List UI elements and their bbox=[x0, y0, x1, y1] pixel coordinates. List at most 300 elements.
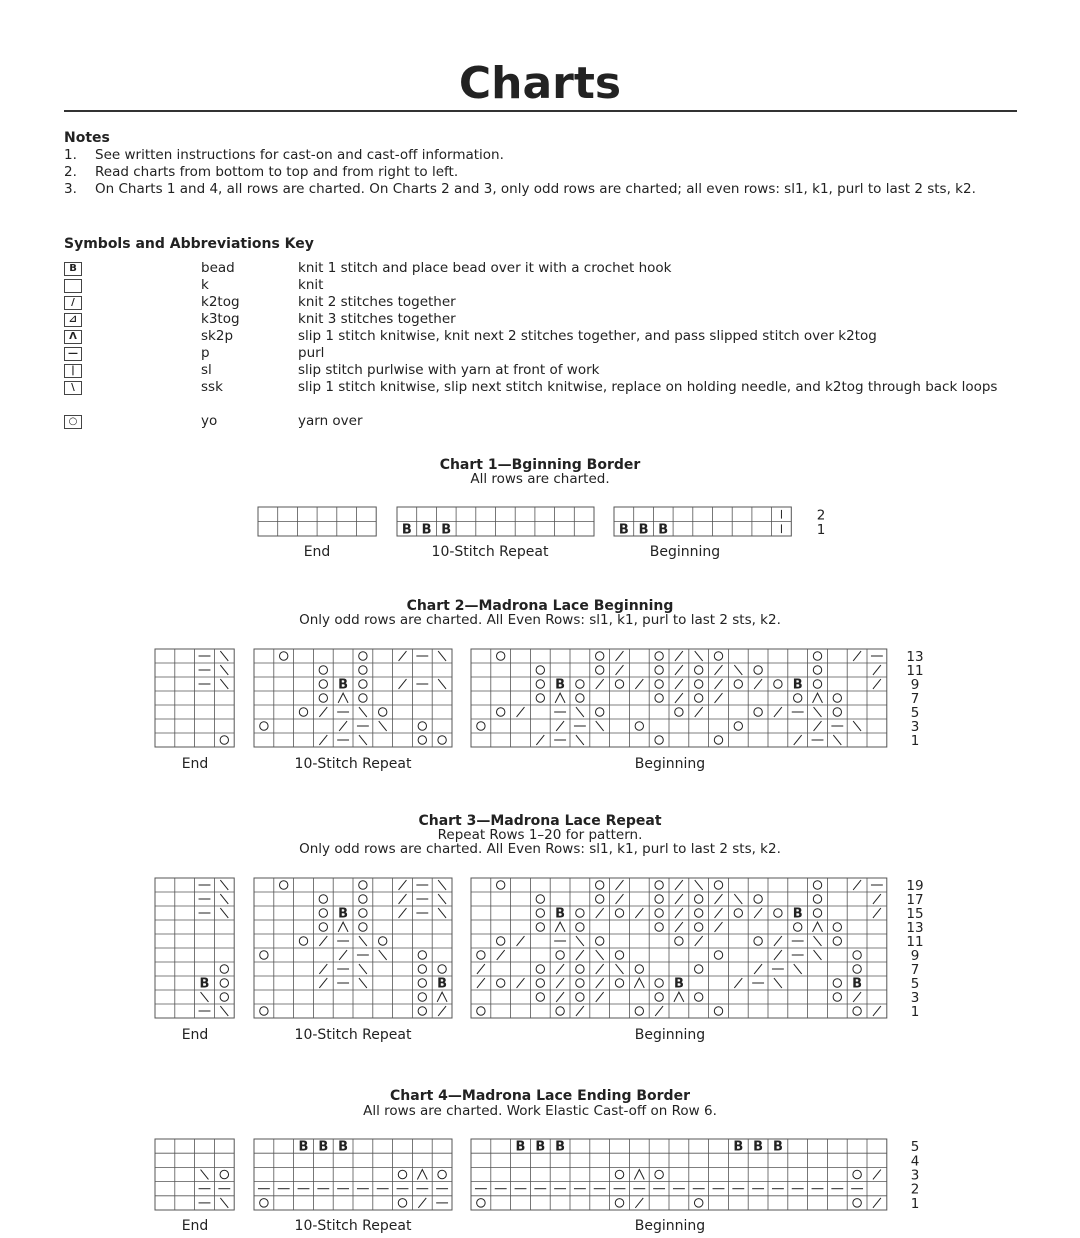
k2tog-icon bbox=[853, 880, 861, 890]
chart-3-subtitle: Only odd rows are charted. All Even Rows: sl1, k1, purl to last 2 sts, k2. bbox=[299, 841, 781, 857]
k2tog-icon bbox=[873, 908, 881, 918]
k2tog-icon bbox=[675, 693, 683, 703]
ssk-icon bbox=[379, 721, 387, 731]
k2tog-icon bbox=[873, 679, 881, 689]
yarn-over-icon bbox=[853, 951, 861, 959]
k2tog-icon bbox=[754, 679, 762, 689]
k2tog-icon bbox=[418, 1198, 426, 1208]
sk2p-icon bbox=[437, 992, 447, 1002]
k2tog-icon bbox=[616, 880, 624, 890]
key-desc: slip 1 stitch knitwise, knit next 2 stitches together, and pass slipped stitch over k2tog bbox=[298, 328, 877, 344]
yarn-over-icon bbox=[260, 722, 268, 730]
k2tog-icon bbox=[873, 1198, 881, 1208]
bead-icon: B bbox=[792, 906, 803, 922]
sk2p-icon bbox=[555, 693, 565, 703]
key-abbr: k2tog bbox=[201, 294, 240, 310]
chart-grid bbox=[471, 1139, 887, 1210]
ssk-icon bbox=[201, 1170, 209, 1180]
sk2p-icon bbox=[674, 992, 684, 1002]
key-abbr: k bbox=[201, 277, 209, 293]
yarn-over-icon bbox=[418, 993, 426, 1001]
row-number: 13 bbox=[906, 920, 924, 936]
yarn-over-icon bbox=[853, 1007, 861, 1015]
k2tog-icon bbox=[556, 964, 564, 974]
k2tog-icon bbox=[477, 978, 485, 988]
k2tog-symbol-icon: / bbox=[64, 296, 82, 310]
k2tog-icon bbox=[873, 665, 881, 675]
k3tog-symbol-icon: ⊿ bbox=[64, 313, 82, 327]
ssk-icon bbox=[438, 679, 446, 689]
row-number: 15 bbox=[906, 906, 924, 922]
yarn-over-icon bbox=[695, 680, 703, 688]
yarn-over-icon bbox=[853, 1170, 862, 1179]
k2tog-icon bbox=[675, 665, 683, 675]
yarn-over-icon bbox=[615, 1199, 624, 1208]
chart-3-title: Chart 3—Madrona Lace Repeat bbox=[418, 813, 662, 829]
k2tog-icon bbox=[556, 978, 564, 988]
k2tog-icon bbox=[715, 894, 723, 904]
yarn-over-icon bbox=[497, 708, 505, 716]
k2tog-icon bbox=[517, 707, 525, 717]
chart-4-title: Chart 4—Madrona Lace Ending Border bbox=[390, 1088, 690, 1104]
sk2p-icon bbox=[555, 922, 565, 932]
yarn-over-icon bbox=[655, 979, 663, 987]
yarn-over-icon bbox=[655, 895, 663, 903]
yarn-over-icon bbox=[576, 965, 584, 973]
ssk-icon bbox=[576, 936, 584, 946]
ssk-icon bbox=[220, 1006, 228, 1016]
yarn-over-icon bbox=[359, 909, 367, 917]
yarn-over-icon bbox=[813, 909, 821, 917]
yarn-over-icon bbox=[655, 680, 663, 688]
k2tog-icon bbox=[399, 651, 407, 661]
bead-icon: B bbox=[298, 1139, 309, 1155]
yarn-over-icon bbox=[754, 708, 762, 716]
ssk-icon bbox=[359, 936, 367, 946]
yarn-over-icon bbox=[260, 951, 268, 959]
yarn-over-icon bbox=[813, 652, 821, 660]
k2tog-icon bbox=[616, 665, 624, 675]
yarn-over-icon bbox=[497, 979, 505, 987]
key-abbr: sk2p bbox=[201, 328, 234, 344]
yarn-over-icon bbox=[536, 680, 544, 688]
section-label: End bbox=[181, 756, 209, 772]
yarn-over-icon bbox=[418, 979, 426, 987]
k2tog-icon bbox=[774, 936, 782, 946]
k2tog-icon bbox=[576, 1006, 584, 1016]
yarn-over-icon bbox=[398, 1170, 407, 1179]
yarn-over-icon bbox=[813, 666, 821, 674]
yarn-over-icon bbox=[734, 909, 742, 917]
ssk-icon bbox=[596, 950, 604, 960]
k2tog-icon bbox=[715, 665, 723, 675]
k2tog-icon bbox=[853, 992, 861, 1002]
ssk-symbol-icon: \ bbox=[64, 381, 82, 395]
k2tog-icon bbox=[853, 651, 861, 661]
bead-icon: B bbox=[638, 522, 649, 538]
sk2p-icon bbox=[813, 922, 823, 932]
yarn-over-icon bbox=[714, 881, 722, 889]
row-number: 1 bbox=[816, 521, 826, 538]
yarn-over-icon bbox=[359, 680, 367, 688]
yarn-over-icon bbox=[497, 652, 505, 660]
sk2p-icon bbox=[338, 922, 348, 932]
yarn-over-icon bbox=[774, 909, 782, 917]
bead-icon: B bbox=[792, 677, 803, 693]
row-number: 1 bbox=[910, 1004, 920, 1020]
k2tog-icon bbox=[635, 679, 643, 689]
row-number: 3 bbox=[910, 1167, 920, 1184]
yarn-over-icon bbox=[379, 708, 387, 716]
row-number: 19 bbox=[906, 878, 924, 894]
key-abbr: p bbox=[201, 345, 210, 361]
ssk-icon bbox=[220, 1198, 228, 1208]
key-desc: yarn over bbox=[298, 413, 363, 429]
yarn-over-icon bbox=[418, 736, 426, 744]
section-label: 10-Stitch Repeat bbox=[294, 756, 412, 772]
bead-icon: B bbox=[555, 906, 566, 922]
key-desc: knit 3 stitches together bbox=[298, 311, 456, 327]
k2tog-icon bbox=[556, 721, 564, 731]
yarn-over-icon bbox=[833, 694, 841, 702]
k2tog-icon bbox=[319, 964, 327, 974]
yarn-over-icon bbox=[260, 1199, 269, 1208]
ssk-icon bbox=[379, 950, 387, 960]
ssk-icon bbox=[734, 665, 742, 675]
ssk-icon bbox=[596, 721, 604, 731]
bead-icon: B bbox=[441, 522, 452, 538]
ssk-icon bbox=[220, 679, 228, 689]
k2tog-icon bbox=[399, 908, 407, 918]
yarn-over-icon bbox=[536, 979, 544, 987]
section-label: End bbox=[181, 1218, 209, 1234]
bead-icon: B bbox=[555, 1139, 566, 1155]
k2tog-icon bbox=[319, 735, 327, 745]
ssk-icon bbox=[220, 880, 228, 890]
yarn-over-icon bbox=[714, 1007, 722, 1015]
section-label: 10-Stitch Repeat bbox=[294, 1027, 412, 1043]
bead-icon: B bbox=[772, 1139, 783, 1155]
section-label: Beginning bbox=[634, 1218, 706, 1234]
row-number: 7 bbox=[910, 691, 920, 707]
k2tog-icon bbox=[734, 978, 742, 988]
yarn-over-icon bbox=[576, 680, 584, 688]
chart-1-title: Chart 1—Bginning Border bbox=[439, 457, 641, 473]
k2tog-icon bbox=[517, 978, 525, 988]
sk2p-symbol-icon: Λ bbox=[64, 330, 82, 344]
yarn-over-icon bbox=[853, 965, 861, 973]
k2tog-icon bbox=[438, 1006, 446, 1016]
yarn-over-icon bbox=[813, 881, 821, 889]
yarn-over-icon bbox=[576, 923, 584, 931]
bead-icon: B bbox=[673, 976, 684, 992]
yarn-over-icon bbox=[695, 993, 703, 1001]
bead-icon: B bbox=[753, 1139, 764, 1155]
ssk-icon bbox=[359, 735, 367, 745]
key-desc: knit bbox=[298, 277, 324, 293]
k2tog-icon bbox=[675, 894, 683, 904]
ssk-icon bbox=[576, 707, 584, 717]
ssk-icon bbox=[220, 894, 228, 904]
yarn-over-icon bbox=[438, 1170, 447, 1179]
yarn-over-icon bbox=[536, 965, 544, 973]
ssk-icon bbox=[438, 651, 446, 661]
yarn-over-icon bbox=[418, 722, 426, 730]
sk2p-icon bbox=[634, 1170, 644, 1180]
row-number: 3 bbox=[910, 990, 920, 1006]
ssk-icon bbox=[220, 651, 228, 661]
yarn-over-icon bbox=[556, 1007, 564, 1015]
bead-icon: B bbox=[421, 522, 432, 538]
sk2p-icon bbox=[338, 693, 348, 703]
k2tog-icon bbox=[556, 992, 564, 1002]
ssk-icon bbox=[734, 894, 742, 904]
yarn-over-icon bbox=[734, 722, 742, 730]
key-abbr: bead bbox=[201, 260, 235, 276]
yarn-over-icon bbox=[596, 881, 604, 889]
k2tog-icon bbox=[774, 950, 782, 960]
note-text: On Charts 1 and 4, all rows are charted. On Charts 2 and 3, only odd rows are charted; all even rows: sl1, k1, purl to last 2 sts, k2. bbox=[95, 181, 976, 197]
row-number: 1 bbox=[910, 1195, 920, 1212]
yarn-over-icon bbox=[695, 965, 703, 973]
yarn-over-icon bbox=[576, 694, 584, 702]
yarn-over-icon bbox=[655, 1170, 664, 1179]
ssk-icon bbox=[438, 880, 446, 890]
yarn-over-icon bbox=[754, 937, 762, 945]
yarn-over-icon bbox=[319, 923, 327, 931]
yarn-over-icon bbox=[576, 993, 584, 1001]
ssk-icon bbox=[438, 908, 446, 918]
k2tog-icon bbox=[715, 679, 723, 689]
bead-icon: B bbox=[618, 522, 629, 538]
key-abbr: ssk bbox=[201, 379, 223, 395]
k2tog-icon bbox=[339, 721, 347, 731]
yarn-over-icon bbox=[794, 694, 802, 702]
note-text: Read charts from bottom to top and from right to left. bbox=[95, 164, 459, 180]
ssk-icon bbox=[774, 978, 782, 988]
chart-4-subtitle: All rows are charted. Work Elastic Cast-off on Row 6. bbox=[363, 1103, 717, 1119]
chart-2-subtitle: Only odd rows are charted. All Even Rows: sl1, k1, purl to last 2 sts, k2. bbox=[299, 612, 781, 628]
row-number: 7 bbox=[910, 962, 920, 978]
yarn-over-icon bbox=[576, 979, 584, 987]
yarn-over-icon bbox=[635, 965, 643, 973]
k2tog-icon bbox=[596, 908, 604, 918]
yarn-over-icon bbox=[497, 881, 505, 889]
chart-3-subtitle: Repeat Rows 1–20 for pattern. bbox=[437, 827, 643, 843]
yarn-over-icon bbox=[596, 895, 604, 903]
yarn-over-icon bbox=[477, 951, 485, 959]
yarn-over-icon bbox=[299, 937, 307, 945]
k2tog-icon bbox=[695, 707, 703, 717]
yarn-over-icon bbox=[615, 979, 623, 987]
key-abbr: k3tog bbox=[201, 311, 240, 327]
section-label: 10-Stitch Repeat bbox=[294, 1218, 412, 1234]
row-number: 9 bbox=[910, 677, 920, 693]
yarn-over-icon bbox=[477, 1007, 485, 1015]
note-number: 1. bbox=[64, 147, 77, 163]
yarn-over-icon bbox=[635, 722, 643, 730]
yarn-over-icon bbox=[359, 881, 367, 889]
ssk-icon bbox=[359, 978, 367, 988]
yarn-over-icon bbox=[319, 909, 327, 917]
row-number: 5 bbox=[910, 976, 920, 992]
ssk-icon bbox=[201, 992, 209, 1002]
k2tog-icon bbox=[517, 936, 525, 946]
yarn-over-icon bbox=[477, 1199, 486, 1208]
ssk-icon bbox=[220, 665, 228, 675]
yarn-over-icon bbox=[655, 652, 663, 660]
row-number: 17 bbox=[906, 892, 924, 908]
yarn-over-icon bbox=[655, 993, 663, 1001]
k2tog-icon bbox=[339, 950, 347, 960]
key-desc: knit 2 stitches together bbox=[298, 294, 456, 310]
k2tog-icon bbox=[399, 880, 407, 890]
k2tog-icon bbox=[754, 964, 762, 974]
bead-icon: B bbox=[515, 1139, 526, 1155]
bead-icon: B bbox=[658, 522, 669, 538]
yarn-over-icon bbox=[260, 1007, 268, 1015]
k2tog-icon bbox=[596, 679, 604, 689]
yarn-over-icon bbox=[813, 680, 821, 688]
yarn-over-icon bbox=[615, 951, 623, 959]
yarn-over-icon bbox=[418, 965, 426, 973]
yarn-over-icon bbox=[438, 736, 446, 744]
yarn-over-icon bbox=[675, 937, 683, 945]
yarn-over-icon bbox=[536, 895, 544, 903]
yarn-over-icon bbox=[398, 1199, 407, 1208]
k2tog-icon bbox=[635, 908, 643, 918]
section-label: Beginning bbox=[634, 756, 706, 772]
yarn-over-icon bbox=[596, 937, 604, 945]
yarn-over-icon bbox=[695, 909, 703, 917]
row-number: 2 bbox=[910, 1181, 920, 1198]
yarn-over-icon bbox=[833, 993, 841, 1001]
note-text: See written instructions for cast-on and cast-off information. bbox=[95, 147, 504, 163]
bead-symbol-icon: B bbox=[64, 262, 82, 276]
yarn-over-icon bbox=[438, 965, 446, 973]
k2tog-icon bbox=[715, 693, 723, 703]
yarn-over-icon bbox=[220, 736, 228, 744]
ssk-icon bbox=[359, 964, 367, 974]
yarn-over-icon bbox=[418, 1007, 426, 1015]
yarn-over-icon bbox=[655, 881, 663, 889]
yarn-over-icon bbox=[220, 979, 228, 987]
yarn-over-icon bbox=[536, 666, 544, 674]
ssk-icon bbox=[794, 964, 802, 974]
yarn-over-icon bbox=[220, 993, 228, 1001]
yarn-over-icon bbox=[734, 680, 742, 688]
bead-icon: B bbox=[401, 522, 412, 538]
notes-heading: Notes bbox=[64, 130, 110, 146]
k2tog-icon bbox=[616, 651, 624, 661]
yarn-over-icon bbox=[319, 694, 327, 702]
k2tog-icon bbox=[616, 894, 624, 904]
chart-2-title: Chart 2—Madrona Lace Beginning bbox=[406, 598, 674, 614]
yarn-over-icon bbox=[714, 736, 722, 744]
yarn-over-icon bbox=[695, 895, 703, 903]
row-number: 2 bbox=[816, 507, 826, 524]
yarn-over-icon bbox=[714, 951, 722, 959]
k2tog-icon bbox=[477, 964, 485, 974]
section-label: End bbox=[181, 1027, 209, 1043]
k2tog-icon bbox=[754, 908, 762, 918]
yarn-over-icon bbox=[694, 1199, 703, 1208]
yarn-over-icon bbox=[615, 680, 623, 688]
row-number: 5 bbox=[910, 1139, 920, 1156]
k2tog-icon bbox=[399, 894, 407, 904]
yarn-over-icon bbox=[220, 965, 228, 973]
k2tog-icon bbox=[695, 936, 703, 946]
note-number: 2. bbox=[64, 164, 77, 180]
yarn-over-icon bbox=[615, 1170, 624, 1179]
yarn-over-icon bbox=[319, 895, 327, 903]
yarn-over-icon bbox=[655, 923, 663, 931]
yarn-over-icon bbox=[833, 923, 841, 931]
bead-icon: B bbox=[852, 976, 863, 992]
k2tog-icon bbox=[675, 679, 683, 689]
yarn-over-icon bbox=[853, 1199, 862, 1208]
bead-icon: B bbox=[733, 1139, 744, 1155]
yarn-over-icon bbox=[833, 979, 841, 987]
k2tog-icon bbox=[319, 707, 327, 717]
key-desc: slip 1 stitch knitwise, slip next stitch knitwise, replace on holding needle, and k2tog through back loops bbox=[298, 379, 998, 395]
k2tog-icon bbox=[873, 1006, 881, 1016]
k2tog-icon bbox=[497, 950, 505, 960]
yarn-over-icon bbox=[675, 708, 683, 716]
yarn-over-icon bbox=[596, 708, 604, 716]
yarn-over-icon bbox=[635, 1007, 643, 1015]
k2tog-icon bbox=[715, 922, 723, 932]
yarn-over-icon bbox=[655, 666, 663, 674]
yarn-over-icon bbox=[418, 951, 426, 959]
k2tog-icon bbox=[715, 908, 723, 918]
row-number: 5 bbox=[910, 705, 920, 721]
k2tog-icon bbox=[675, 908, 683, 918]
yarn-over-icon bbox=[536, 694, 544, 702]
ssk-icon bbox=[814, 950, 822, 960]
yarn-over-icon bbox=[497, 937, 505, 945]
row-number: 4 bbox=[910, 1153, 920, 1170]
yarn-over-icon bbox=[359, 652, 367, 660]
ssk-icon bbox=[220, 908, 228, 918]
yarn-over-icon bbox=[695, 923, 703, 931]
row-number: 11 bbox=[906, 663, 924, 679]
key-desc: knit 1 stitch and place bead over it with a crochet hook bbox=[298, 260, 672, 276]
yarn-over-icon bbox=[695, 694, 703, 702]
yarn-over-icon bbox=[359, 895, 367, 903]
yarn-over-icon bbox=[359, 666, 367, 674]
yarn-over-icon bbox=[280, 652, 288, 660]
bead-icon: B bbox=[555, 677, 566, 693]
k2tog-icon bbox=[596, 964, 604, 974]
key-abbr: sl bbox=[201, 362, 212, 378]
yarn-over-icon bbox=[536, 993, 544, 1001]
bead-icon: B bbox=[535, 1139, 546, 1155]
yarn-over-icon bbox=[359, 923, 367, 931]
yarn-over-icon bbox=[615, 909, 623, 917]
slip-symbol-icon: | bbox=[64, 364, 82, 378]
section-label: Beginning bbox=[649, 544, 721, 560]
key-abbr: yo bbox=[201, 413, 218, 429]
yarn-over-icon bbox=[794, 923, 802, 931]
k2tog-icon bbox=[596, 992, 604, 1002]
row-number: 3 bbox=[910, 719, 920, 735]
ssk-icon bbox=[438, 894, 446, 904]
k2tog-icon bbox=[536, 735, 544, 745]
purl-symbol-icon: — bbox=[64, 347, 82, 361]
yarn-over-icon bbox=[536, 923, 544, 931]
bead-icon: B bbox=[338, 1139, 349, 1155]
